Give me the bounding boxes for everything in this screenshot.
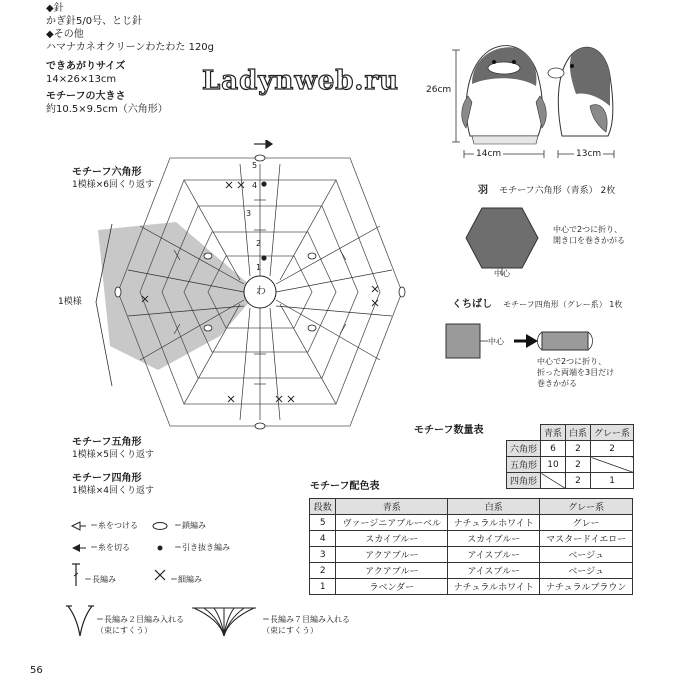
count-header-blue: 青系: [541, 425, 566, 441]
round-label-4: 4: [252, 181, 258, 190]
count-table-title: モチーフ数量表: [414, 425, 484, 436]
color-cell: マスタードイエロー: [540, 531, 633, 547]
color-cell: ベージュ: [540, 563, 633, 579]
attach-yarn-icon: [72, 522, 86, 530]
beak-title: くちばし: [452, 299, 492, 310]
table-row: [310, 563, 633, 579]
pattern-repeat-label: 1模様: [58, 297, 82, 307]
motif-size-label: モチーフの大きさ: [46, 91, 126, 102]
color-cell: 5: [310, 515, 336, 531]
color-cell: アクアブルー: [336, 563, 448, 579]
square-subtitle: 1模様×4回くり返す: [72, 486, 154, 496]
penguin-side-width-label: 13cm: [576, 149, 602, 159]
legend-sc: ＝細編み: [170, 575, 202, 584]
round-label-1: 1: [256, 263, 262, 272]
chain-stitch-icon: [153, 523, 167, 530]
needle-value: かぎ針5/0号、とじ針: [46, 16, 143, 27]
legend-dc: ＝長編み: [84, 575, 116, 584]
dc2-increase-icon: [66, 604, 96, 640]
page-number: 56: [30, 665, 43, 676]
count-cell: 1: [591, 473, 634, 489]
legend-chain: ＝鎖編み: [174, 521, 206, 530]
legend-dc7-line-1: ＝長編み７目編み入れる: [262, 615, 350, 624]
table-row: [507, 473, 634, 489]
count-row-label: 五角形: [507, 457, 541, 473]
beak-spec: モチーフ四角形（グレー系） 1枚: [503, 300, 623, 309]
count-table-corner: [507, 425, 541, 441]
color-header-white: 白系: [448, 499, 540, 515]
beak-note-line-3: 巻きかがる: [537, 379, 577, 388]
color-cell: ナチュラルブラウン: [540, 579, 633, 595]
color-cell: グレー: [540, 515, 633, 531]
color-cell: ヴァージニアブルーベル: [336, 515, 448, 531]
penguin-front-figure: [462, 46, 547, 144]
penguin-front-width-label: 14cm: [476, 149, 502, 159]
color-header-blue: 青系: [336, 499, 448, 515]
square-title: モチーフ四角形: [72, 473, 142, 484]
count-cell: 2: [566, 457, 591, 473]
beak-note: [537, 356, 614, 389]
beak-note-line-2: 折った両端を3目だけ: [537, 368, 615, 377]
legend-dc7-line-2: （束にすくう）: [262, 626, 318, 635]
hexagon-title: モチーフ六角形: [72, 167, 142, 178]
other-heading: ◆その他: [46, 29, 84, 40]
count-header-white: 白系: [566, 425, 591, 441]
finished-size-label: できあがりサイズ: [46, 61, 126, 72]
color-cell: アイスブルー: [448, 563, 540, 579]
color-cell: ベージュ: [540, 547, 633, 563]
hex-center-ring-mark: わ: [256, 286, 266, 297]
color-table-title: モチーフ配色表: [310, 481, 380, 492]
wing-spec: モチーフ六角形（青系） 2枚: [499, 186, 616, 196]
table-row: [310, 547, 633, 563]
table-row: [507, 441, 634, 457]
legend-dc7: [262, 614, 350, 636]
square-title-block: [72, 472, 154, 497]
penguin-side-figure: [548, 47, 613, 136]
wing-center-label: 中心: [494, 269, 510, 278]
table-row: [507, 457, 634, 473]
materials-block: [46, 2, 214, 116]
color-table: [309, 498, 633, 595]
pentagon-title-block: [72, 436, 154, 461]
table-row: [310, 515, 633, 531]
slip-stitch-icon: [158, 546, 163, 551]
beak-center-label: 中心: [488, 337, 504, 346]
legend-attach: ＝糸をつける: [90, 521, 138, 530]
beak-heading: [452, 292, 622, 311]
color-cell: ナチュラルホワイト: [448, 515, 540, 531]
wing-note: [553, 224, 625, 246]
round-label-5: 5: [252, 161, 258, 170]
count-table: [506, 424, 634, 489]
color-table-header-row: [310, 499, 633, 515]
legend-cut: ＝糸を切る: [90, 543, 130, 552]
color-header-gray: グレー系: [540, 499, 633, 515]
double-crochet-icon: [72, 564, 80, 586]
count-cell-empty: [591, 457, 634, 473]
color-cell: アクアブルー: [336, 547, 448, 563]
wing-title: 羽: [478, 185, 488, 196]
legend-dc2-line-2: （束にすくう）: [96, 626, 152, 635]
penguin-height-label: 26cm: [426, 85, 452, 95]
finished-size-value: 14×26×13cm: [46, 74, 117, 85]
round-label-2: 2: [256, 239, 262, 248]
pentagon-title: モチーフ五角形: [72, 437, 142, 448]
round-label-3: 3: [246, 209, 252, 218]
count-row-label: 六角形: [507, 441, 541, 457]
color-cell: スカイブルー: [336, 531, 448, 547]
color-cell: ナチュラルホワイト: [448, 579, 540, 595]
watermark-logo: Ladynweb.ru: [202, 66, 400, 96]
table-row: [310, 531, 633, 547]
count-cell: 2: [566, 441, 591, 457]
count-header-gray: グレー系: [591, 425, 634, 441]
pattern-bracket: [86, 222, 116, 390]
pentagon-subtitle: 1模様×5回くり返す: [72, 450, 154, 460]
color-cell: スカイブルー: [448, 531, 540, 547]
color-cell: 3: [310, 547, 336, 563]
color-cell: 2: [310, 563, 336, 579]
motif-size-value: 約10.5×9.5cm（六角形）: [46, 104, 168, 115]
legend-dc2: [96, 614, 184, 636]
dc7-shell-icon: [190, 604, 260, 640]
legend-dc2-line-1: ＝長編み２目編み入れる: [96, 615, 184, 624]
count-cell-empty: [541, 473, 566, 489]
count-row-label: 四角形: [507, 473, 541, 489]
hexagon-subtitle: 1模様×6回くり返す: [72, 180, 154, 190]
wing-note-line-2: 開き口を巻きかがる: [553, 236, 625, 245]
other-value: ハマナカネオクリーンわたわた 120g: [46, 42, 215, 53]
hexagon-title-block: [72, 166, 154, 191]
table-row: [310, 579, 633, 595]
needle-heading: ◆針: [46, 3, 64, 14]
cut-yarn-icon: [72, 544, 86, 552]
wing-note-line-1: 中心で2つに折り、: [553, 225, 623, 234]
count-table-header-row: [507, 425, 634, 441]
color-cell: 1: [310, 579, 336, 595]
count-cell: 2: [591, 441, 634, 457]
count-cell: 2: [566, 473, 591, 489]
color-cell: ラベンダー: [336, 579, 448, 595]
wing-heading: [478, 178, 615, 197]
count-cell: 10: [541, 457, 566, 473]
color-cell: 4: [310, 531, 336, 547]
color-cell: アイスブルー: [448, 547, 540, 563]
legend-slip: ＝引き抜き編み: [174, 543, 230, 552]
color-header-round: 段数: [310, 499, 336, 515]
beak-note-line-1: 中心で2つに折り、: [537, 357, 607, 366]
single-crochet-icon: [155, 570, 165, 580]
count-cell: 6: [541, 441, 566, 457]
pattern-repeat-shading: [98, 222, 258, 370]
